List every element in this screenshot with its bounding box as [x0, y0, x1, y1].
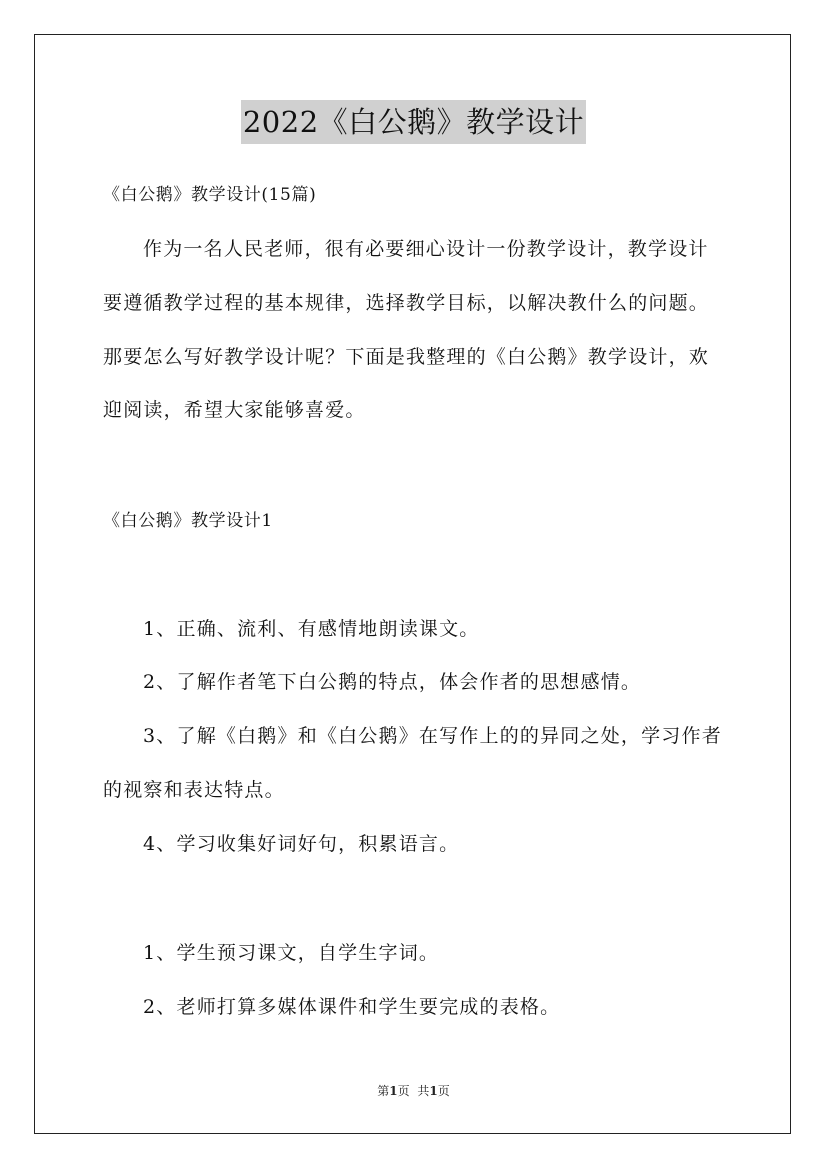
goal-item-3-continued: 的视察和表达特点。	[103, 779, 285, 801]
total-label-prefix: 共	[417, 1084, 430, 1098]
page-number: 1	[389, 1084, 398, 1098]
prep-item-1: 1、学生预习课文，自学生字词。	[143, 942, 440, 964]
intro-line-3: 那要怎么写好教学设计呢？下面是我整理的《白公鹅》教学设计，欢	[103, 346, 710, 368]
title-container	[0, 100, 827, 144]
page-label-suffix: 页	[397, 1084, 410, 1098]
page-label-prefix: 第	[377, 1084, 390, 1098]
intro-line-4: 迎阅读，希望大家能够喜爱。	[103, 399, 366, 421]
total-label-suffix: 页	[437, 1084, 450, 1098]
total-pages: 1	[429, 1084, 438, 1098]
page-footer	[0, 1083, 827, 1099]
goal-item-3: 3、了解《白鹅》和《白公鹅》在写作上的的异同之处，学习作者	[143, 725, 722, 747]
goal-item-1: 1、正确、流利、有感情地朗读课文。	[143, 618, 480, 640]
prep-item-2: 2、老师打算多媒体课件和学生要完成的表格。	[143, 996, 561, 1018]
section-heading: 《白公鹅》教学设计1	[103, 511, 273, 531]
intro-line-2: 要遵循教学过程的基本规律，选择教学目标，以解决教什么的问题。	[103, 292, 710, 314]
goal-item-4: 4、学习收集好词好句，积累语言。	[143, 833, 460, 855]
intro-line-1: 作为一名人民老师，很有必要细心设计一份教学设计，教学设计	[143, 238, 709, 260]
document-subtitle: 《白公鹅》教学设计(15篇)	[103, 185, 317, 205]
document-title: 2022《白公鹅》教学设计	[241, 100, 586, 144]
goal-item-2: 2、了解作者笔下白公鹅的特点，体会作者的思想感情。	[143, 671, 642, 693]
